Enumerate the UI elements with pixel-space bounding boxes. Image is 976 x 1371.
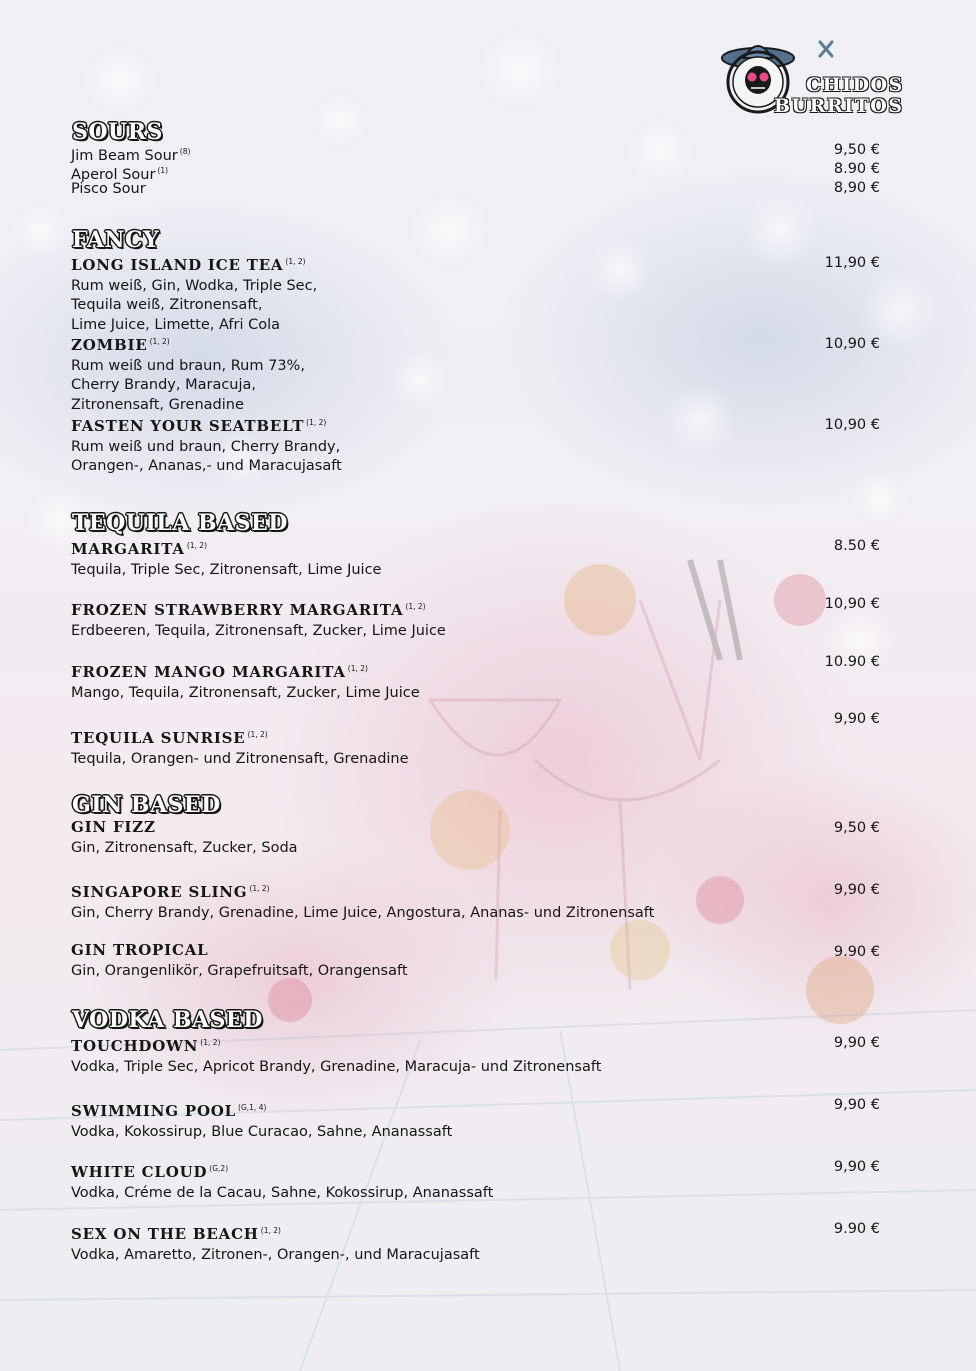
item-price: 9.90 € <box>833 944 880 960</box>
item-price: 8.50 € <box>833 538 880 554</box>
item-price: 8,90 € <box>833 180 880 196</box>
brand-name-line2: BURRITOS <box>774 95 904 117</box>
allergen-note: (1, 2) <box>149 337 170 346</box>
menu-item <box>71 536 381 580</box>
menu-item <box>71 1221 480 1265</box>
item-price: 10,90 € <box>824 417 880 433</box>
item-name: FASTEN YOUR SEATBELT <box>71 417 305 435</box>
item-description-line: Cherry Brandy, Maracuja, <box>71 377 257 393</box>
allergen-note: (1, 2) <box>306 418 327 427</box>
menu-item <box>71 180 146 200</box>
menu-item <box>71 725 409 769</box>
allergen-note: (G,1, 4) <box>238 1103 267 1112</box>
item-description: Gin, Zitronensaft, Zucker, Soda <box>71 839 298 856</box>
item-price: 9,50 € <box>833 142 880 158</box>
item-description-line: Rum weiß, Gin, Wodka, Triple Sec, <box>71 277 318 294</box>
allergen-note: (G,2) <box>209 1164 229 1173</box>
item-name: TEQUILA SUNRISE <box>71 729 246 747</box>
item-description: Vodka, Kokossirup, Blue Curacao, Sahne, Ananassaft <box>71 1123 453 1140</box>
item-name: GIN FIZZ <box>71 818 156 836</box>
item-description: Vodka, Triple Sec, Apricot Brandy, Grenadine, Maracuja- und Zitronensaft <box>71 1058 602 1075</box>
section-title-gin: GIN BASED <box>72 792 221 818</box>
item-name: FROZEN STRAWBERRY MARGARITA <box>71 601 404 619</box>
item-description-line: Zitronensaft, Grenadine <box>71 396 244 413</box>
allergen-note: (1, 2) <box>247 730 268 739</box>
item-price: 9,90 € <box>833 1159 880 1175</box>
allergen-note: (1, 2) <box>186 541 207 550</box>
menu-item <box>71 413 342 477</box>
item-name: Pisco Sour <box>71 181 146 197</box>
item-description: Vodka, Créme de la Cacau, Sahne, Kokossirup, Ananassaft <box>71 1184 494 1201</box>
menu-item <box>71 879 654 923</box>
item-price: 8.90 € <box>833 161 880 177</box>
item-price: 10,90 € <box>824 596 880 612</box>
item-description-line: Orangen-, Ananas,- und Maracujasaft <box>71 458 342 474</box>
item-name: GIN TROPICAL <box>71 941 209 959</box>
item-price: 10,90 € <box>824 336 880 352</box>
item-description: Tequila, Orangen- und Zitronensaft, Grenadine <box>71 750 409 767</box>
allergen-note: (1, 2) <box>405 602 426 611</box>
allergen-note: (1, 2) <box>249 884 270 893</box>
section-title-tequila: TEQUILA BASED <box>72 510 288 536</box>
item-description: Erdbeeren, Tequila, Zitronensaft, Zucker, Lime Juice <box>71 622 446 639</box>
item-description: Gin, Orangenlikör, Grapefruitsaft, Orangensaft <box>71 962 408 979</box>
allergen-note: (1, 2) <box>200 1038 221 1047</box>
allergen-note: (1, 2) <box>347 664 368 673</box>
item-price: 10.90 € <box>824 654 880 670</box>
item-description-line: Rum weiß und braun, Cherry Brandy, <box>71 438 341 455</box>
menu-item <box>71 332 305 415</box>
menu-item <box>71 252 317 335</box>
item-name: Jim Beam Sour <box>71 148 178 164</box>
item-description: Mango, Tequila, Zitronensaft, Zucker, Lime Juice <box>71 684 420 701</box>
item-price: 9.90 € <box>833 1221 880 1237</box>
brand-logo <box>718 34 904 126</box>
menu-item <box>71 818 298 858</box>
allergen-note: (8) <box>179 147 191 156</box>
item-description-line: Rum weiß und braun, Rum 73%, <box>71 357 305 374</box>
item-description: Tequila, Triple Sec, Zitronensaft, Lime Juice <box>71 561 382 578</box>
item-name: SINGAPORE SLING <box>71 883 248 901</box>
section-title-sours: SOURS <box>72 119 163 145</box>
menu-item <box>71 1033 601 1077</box>
item-description-line: Lime Juice, Limette, Afri Cola <box>71 316 281 333</box>
item-price: 9,90 € <box>833 711 880 727</box>
menu-item <box>71 1098 452 1142</box>
item-name: MARGARITA <box>71 540 185 558</box>
item-name: WHITE CLOUD <box>71 1163 208 1181</box>
allergen-note: (1, 2) <box>260 1226 281 1235</box>
item-name: FROZEN MANGO MARGARITA <box>71 663 346 681</box>
item-price: 9,50 € <box>833 820 880 836</box>
item-price: 9,90 € <box>833 1097 880 1113</box>
menu-item <box>71 597 446 641</box>
menu-item <box>71 1159 493 1203</box>
item-price: 9,90 € <box>833 882 880 898</box>
item-description: Gin, Cherry Brandy, Grenadine, Lime Juice, Angostura, Ananas- und Zitronensaft <box>71 904 655 921</box>
item-price: 9,90 € <box>833 1035 880 1051</box>
item-description: Vodka, Amaretto, Zitronen-, Orangen-, und Maracujasaft <box>71 1246 480 1263</box>
item-name: Aperol Sour <box>71 167 156 183</box>
section-title-fancy: FANCY <box>72 227 160 253</box>
brand-name-line1: CHIDOS <box>806 74 904 96</box>
item-name: SWIMMING POOL <box>71 1102 237 1120</box>
item-price: 11,90 € <box>824 255 880 271</box>
allergen-note: (1, 2) <box>285 257 306 266</box>
menu-item <box>71 941 408 981</box>
item-name: ZOMBIE <box>71 336 148 354</box>
item-name: TOUCHDOWN <box>71 1037 199 1055</box>
item-description-line: Tequila weiß, Zitronensaft, <box>71 297 263 313</box>
allergen-note: (1) <box>157 166 169 175</box>
section-title-vodka: VODKA BASED <box>72 1007 263 1033</box>
item-name: LONG ISLAND ICE TEA <box>71 256 284 274</box>
menu-item <box>71 659 420 703</box>
item-name: SEX ON THE BEACH <box>71 1225 259 1243</box>
